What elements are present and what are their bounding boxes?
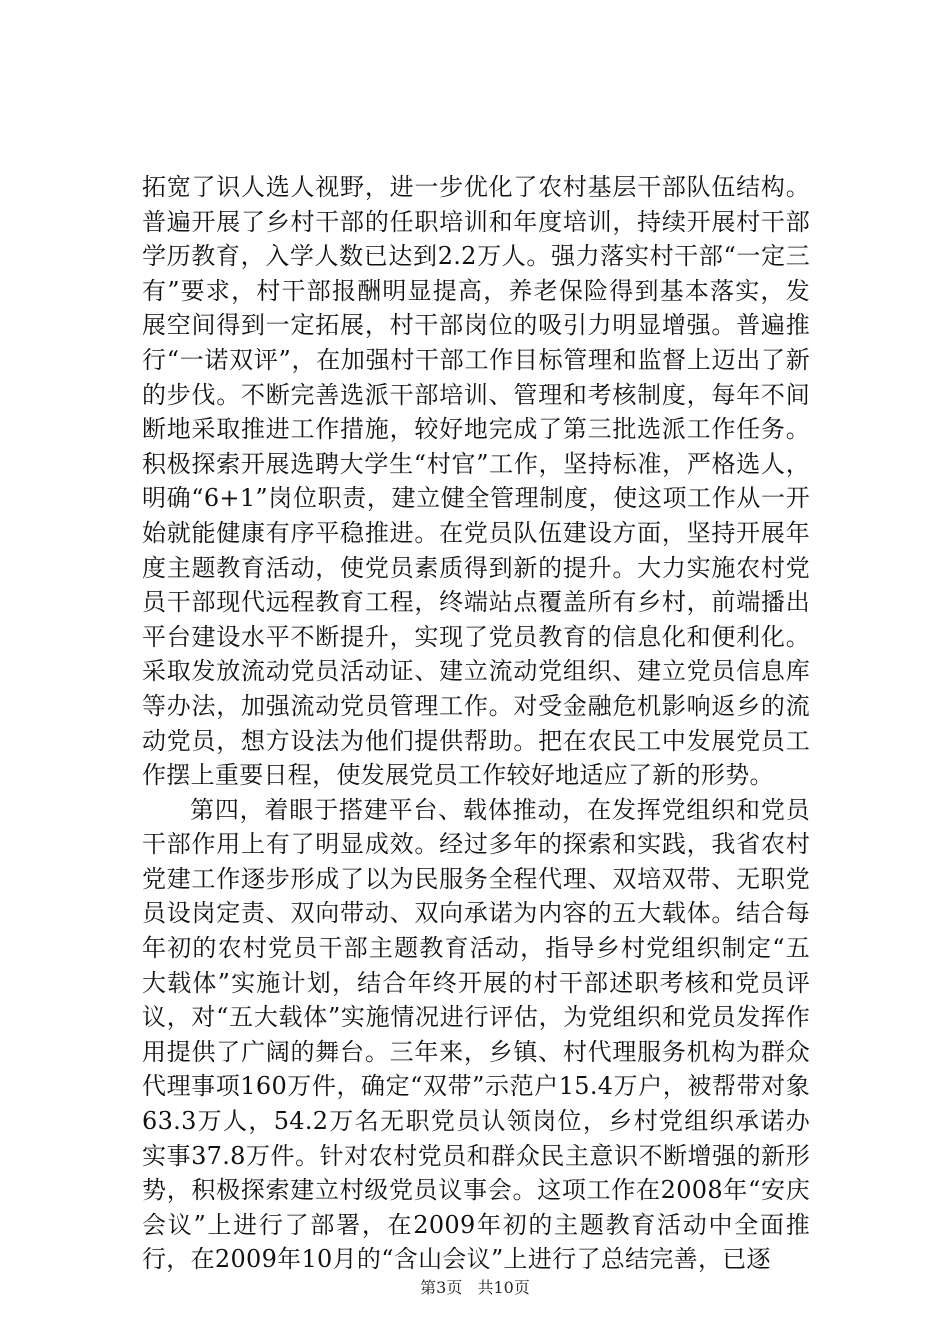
document-body: [142, 170, 810, 1277]
page-total: 共10页: [477, 1278, 530, 1297]
page-footer: [0, 1275, 950, 1298]
paragraph-2: 第四，着眼于搭建平台、载体推动，在发挥党组织和党员干部作用上有了明显成效。经过多年的探索和实践，我省农村党建工作逐步形成了以为民服务全程代理、双培双带、无职党员设岗定责、双向带动、双向承诺为内容的五大载体。结合每年初的农村党员干部主题教育活动，指导乡村党组织制定“五大载体”实施计划，结合年终开展的村干部述职考核和党员评议，对“五大载体”实施情况进行评估，为党组织和党员发挥作用提供了广阔的舞台。三年来，乡镇、村代理服务机构为群众代理事项160万件，确定“双带”示范户15.4万户，被帮带对象63.3万人，54.2万名无职党员认领岗位，乡村党组织承诺办实事37.8万件。针对农村党员和群众民主意识不断增强的新形势，积极探索建立村级党员议事会。这项工作在2008年“安庆会议”上进行了部署，在2009年初的主题教育活动中全面推行，在2009年10月的“含山会议”上进行了总结完善，已逐: [142, 795, 810, 1274]
paragraph-1: 拓宽了识人选人视野，进一步优化了农村基层干部队伍结构。普遍开展了乡村干部的任职培训和年度培训，持续开展村干部学历教育，入学人数已达到2.2万人。强力落实村干部“一定三有”要求，村干部报酬明显提高，养老保险得到基本落实，发展空间得到一定拓展，村干部岗位的吸引力明显增强。普遍推行“一诺双评”，在加强村干部工作目标管理和监督上迈出了新的步伐。不断完善选派干部培训、管理和考核制度，每年不间断地采取推进工作措施，较好地完成了第三批选派工作任务。积极探索开展选聘大学生“村官”工作，坚持标准，严格选人，明确“6+1”岗位职责，建立健全管理制度，使这项工作从一开始就能健康有序平稳推进。在党员队伍建设方面，坚持开展年度主题教育活动，使党员素质得到新的提升。大力实施农村党员干部现代远程教育工程，终端站点覆盖所有乡村，前端播出平台建设水平不断提升，实现了党员教育的信息化和便利化。采取发放流动党员活动证、建立流动党组织、建立党员信息库等办法，加强流动党员管理工作。对受金融危机影响返乡的流动党员，想方设法为他们提供帮助。把在农民工中发展党员工作摆上重要日程，使发展党员工作较好地适应了新的形势。: [142, 173, 810, 790]
page-number: 第3页: [420, 1278, 463, 1297]
